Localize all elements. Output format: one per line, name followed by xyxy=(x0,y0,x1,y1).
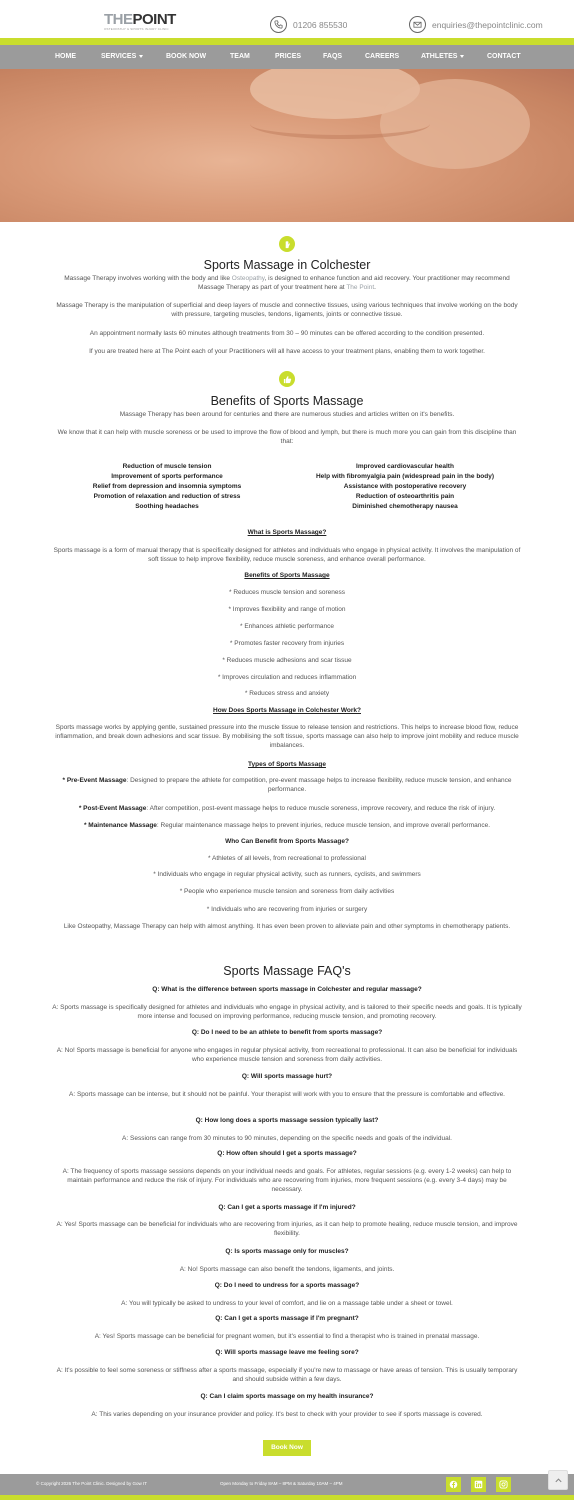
list-item: * Reduces muscle adhesions and scar tissue xyxy=(222,657,352,664)
nav-faqs[interactable] xyxy=(323,45,342,69)
faq-question: Q: Is sports massage only for muscles? xyxy=(225,1248,349,1255)
osteopathy-link[interactable]: Osteopathy xyxy=(231,275,265,282)
phone-icon xyxy=(270,16,287,33)
faq-answer: A: Sessions can range from 30 minutes to 90 minutes, depending on the specific needs and goals of the individual. xyxy=(122,1135,452,1142)
facebook-icon[interactable] xyxy=(446,1477,461,1492)
type-pre-event: * Pre-Event Massage: Designed to prepare the athlete for competition, pre-event massage helps to increase flexibility, reduce muscle tension, and enhance performance. xyxy=(62,777,512,793)
list-item: Reduction of muscle tension xyxy=(122,463,212,470)
linkedin-icon[interactable] xyxy=(471,1477,486,1492)
intro-paragraph-1: Massage Therapy involves working with the body and like Osteopathy, is designed to enhance function and aid recovery. Your practitioner may recommend Massage Therapy as part of your treatment here at The Point. xyxy=(64,275,510,291)
faq-answer: A: Sports massage can be intense, but it should not be painful. Your therapist will work with you to ensure that the pressure is comfortable and effective. xyxy=(69,1091,505,1098)
list-item: * Improves circulation and reduces inflammation xyxy=(217,674,357,681)
instagram-icon[interactable] xyxy=(496,1477,511,1492)
main-nav xyxy=(0,45,574,69)
email-contact[interactable] xyxy=(409,16,543,33)
list-item: Soothing headaches xyxy=(135,503,199,510)
what-text: Sports massage is a form of manual therapy that is specifically designed for athletes and individuals who engage in physical activity. It involves the manipulation of soft tissue to help improve flexibility, reduce muscle soreness, and enhance overall performance. xyxy=(53,547,521,563)
faq-answer: A: It's possible to feel some soreness or stiffness after a sports massage, especially if you're new to massage or have areas of tension. This is usually temporary and should subside within a few days. xyxy=(56,1367,518,1383)
list-item: Help with fibromyalgia pain (widespread pain in the body) xyxy=(315,473,495,480)
benefit-list-heading: Benefits of Sports Massage xyxy=(244,572,330,579)
nav-faqs-label: FAQS xyxy=(323,53,343,60)
nav-prices[interactable] xyxy=(275,45,301,69)
nav-home-label: HOME xyxy=(55,53,76,60)
nav-services-label: SERVICES xyxy=(101,53,137,60)
benefits-left-column xyxy=(67,462,267,512)
intro-paragraph-2: Massage Therapy is the manipulation of superficial and deep layers of muscle and connective tissues, using various techniques that involve working on the body with pressure, targeting muscles, tendons, ligaments, joints or connective tissue. xyxy=(56,302,518,318)
footer xyxy=(0,1474,574,1495)
faq-answer: A: Sports massage is specifically designed for athletes and individuals who engage in physical activity, and is tailored to their specific needs and goals. It is typically more intense and focused on improving performance, reducing muscle tension, and promoting recovery. xyxy=(52,1004,522,1020)
nav-prices-label: PRICES xyxy=(275,53,302,60)
intro-paragraph-4: If you are treated here at The Point each of your Practitioners will all have access to your treatment plans, enabling them to work together. xyxy=(89,348,485,355)
nav-book-now-label: BOOK NOW xyxy=(166,53,207,60)
benefits-paragraph-1: Massage Therapy has been around for centuries and there are numerous studies and articles written on it's benefits. xyxy=(119,411,455,418)
who-closing: Like Osteopathy, Massage Therapy can help with almost anything. It has even been proven to alleviate pain and other symptoms in chemotherapy patients. xyxy=(63,923,511,930)
faq-question: Q: Do I need to be an athlete to benefit from sports massage? xyxy=(191,1029,383,1036)
faq-title: Sports Massage FAQ's xyxy=(223,964,351,978)
how-heading: How Does Sports Massage in Colchester Work? xyxy=(213,707,361,714)
phone-number: 01206 855530 xyxy=(293,19,348,30)
faq-answer: A: This varies depending on your insurance provider and policy. It's best to check with your provider to see if sports massage is covered. xyxy=(91,1411,483,1418)
hand-icon xyxy=(279,236,295,252)
nav-team-label: TEAM xyxy=(230,53,250,60)
faq-answer: A: Yes! Sports massage can be beneficial for individuals who are recovering from injuries, as it can help to promote healing, reduce muscle tension, and improve flexibility. xyxy=(56,1221,518,1237)
copyright-text: © Copyright 2026 The Point Clinic. Designed by Gow IT xyxy=(36,1481,148,1486)
faq-answer: A: You will typically be asked to undress to your level of comfort, and lie on a massage table under a sheet or towel. xyxy=(121,1300,453,1307)
benefits-right-column xyxy=(300,462,510,512)
email-address: enquiries@thepointclinic.com xyxy=(432,19,543,30)
faq-question: Q: Can I get a sports massage if I'm injured? xyxy=(218,1204,356,1211)
nav-home[interactable] xyxy=(55,45,76,69)
accent-bar xyxy=(0,38,574,45)
nav-team[interactable] xyxy=(230,45,250,69)
logo-the: THE xyxy=(104,11,133,28)
faq-question: Q: What is the difference between sports massage in Colchester and regular massage? xyxy=(152,986,422,993)
book-now-button[interactable]: Book Now xyxy=(263,1440,311,1456)
list-item: Assistance with postoperative recovery xyxy=(343,483,467,490)
list-item: * Improves flexibility and range of motion xyxy=(228,606,346,613)
nav-contact[interactable] xyxy=(487,45,521,69)
what-heading: What is Sports Massage? xyxy=(247,529,327,536)
faq-question: Q: Can I claim sports massage on my health insurance? xyxy=(200,1393,374,1400)
logo[interactable] xyxy=(104,11,176,34)
list-item: Relief from depression and insomnia symptoms xyxy=(92,483,242,490)
nav-athletes-label: ATHLETES xyxy=(421,53,458,60)
list-item: * People who experience muscle tension and soreness from daily activities xyxy=(179,888,395,895)
faq-question: Q: How often should I get a sports massage? xyxy=(217,1150,357,1157)
logo-point: POINT xyxy=(132,11,176,28)
hero-image xyxy=(0,69,574,222)
nav-careers[interactable] xyxy=(365,45,399,69)
faq-answer: A: No! Sports massage can also benefit the tendons, ligaments, and joints. xyxy=(179,1266,395,1273)
nav-careers-label: CAREERS xyxy=(365,53,400,60)
nav-contact-label: CONTACT xyxy=(487,53,521,60)
chevron-down-icon xyxy=(460,55,464,58)
benefits-title: Benefits of Sports Massage xyxy=(210,394,364,408)
faq-question: Q: Will sports massage hurt? xyxy=(241,1073,333,1080)
list-item: * Reduces stress and anxiety xyxy=(244,690,330,697)
list-item: Diminished chemotherapy nausea xyxy=(352,503,458,510)
intro-title: Sports Massage in Colchester xyxy=(203,258,371,272)
benefits-paragraph-2: We know that it can help with muscle soreness or be used to improve the flow of blood and lymph, but there is much more you can gain from this discipline than that: xyxy=(57,429,517,445)
faq-answer: A: The frequency of sports massage sessions depends on your individual needs and goals. For athletes, regular sessions (e.g. every 1-2 weeks) can help to maintain performance and reduce the risk of injury. For individuals who are recovering from injuries, more frequent sessions (e.g. every 3-4 days) may be necessary. xyxy=(62,1168,512,1193)
list-item: * Individuals who are recovering from injuries or surgery xyxy=(206,906,368,913)
phone-contact[interactable] xyxy=(270,16,347,33)
type-post-event: * Post-Event Massage: After competition, post-event massage helps to reduce muscle soreness, improve recovery, and reduce the risk of injury. xyxy=(78,805,496,812)
who-heading: Who Can Benefit from Sports Massage? xyxy=(225,838,349,845)
footer-accent-bar xyxy=(0,1495,574,1500)
logo-subtitle: OSTEOPATHY & SPORTS INJURY CLINIC xyxy=(104,27,169,31)
list-item: Reduction of osteoarthritis pain xyxy=(355,493,455,500)
types-heading: Types of Sports Massage xyxy=(248,761,326,768)
faq-answer: A: Yes! Sports massage can be beneficial for pregnant women, but it's essential to find a therapist who is trained in prenatal massage. xyxy=(94,1333,480,1340)
the-point-link[interactable]: The Point xyxy=(346,284,375,291)
list-item: Promotion of relaxation and reduction of stress xyxy=(93,493,241,500)
thumbs-up-icon xyxy=(279,371,295,387)
list-item: * Reduces muscle tension and soreness xyxy=(229,589,345,596)
list-item: * Enhances athletic performance xyxy=(240,623,334,630)
chevron-up-icon xyxy=(554,1476,563,1485)
faq-question: Q: Will sports massage leave me feeling sore? xyxy=(215,1349,359,1356)
nav-athletes[interactable] xyxy=(421,45,464,69)
faq-question: Q: Can I get a sports massage if I'm pregnant? xyxy=(215,1315,359,1322)
chevron-down-icon xyxy=(139,55,143,58)
list-item: * Athletes of all levels, from recreational to professional xyxy=(208,855,366,862)
how-text: Sports massage works by applying gentle, sustained pressure into the muscle tissue to release tension and restrictions. This helps to increase blood flow, reduce inflammation, and break down adhesions and scar tissue. By mobilising the soft tissue, sports massage can also help to improve joint mobility and reduce muscle imbalances. xyxy=(55,724,519,749)
faq-answer: A: No! Sports massage is beneficial for anyone who engages in regular physical activity, from recreational to professional. It can also be beneficial for individuals who experience muscle tension and soreness from daily activities. xyxy=(56,1047,518,1063)
top-bar xyxy=(0,0,574,38)
mail-icon xyxy=(409,16,426,33)
opening-hours: Open Monday to Friday 8AM – 8PM & Saturday 10AM – 4PM xyxy=(220,1481,343,1486)
list-item: * Promotes faster recovery from injuries xyxy=(229,640,345,647)
type-maintenance: * Maintenance Massage: Regular maintenance massage helps to prevent injuries, reduce muscle tension, and improve overall performance. xyxy=(83,822,491,829)
faq-question: Q: How long does a sports massage session typically last? xyxy=(195,1117,379,1124)
scroll-to-top-button[interactable] xyxy=(548,1470,568,1490)
faq-question: Q: Do I need to undress for a sports massage? xyxy=(214,1282,360,1289)
intro-paragraph-3: An appointment normally lasts 60 minutes although treatments from 30 – 90 minutes can be offered according to the condition presented. xyxy=(89,330,485,337)
nav-services[interactable] xyxy=(101,45,143,69)
nav-book-now[interactable] xyxy=(166,45,206,69)
list-item: Improved cardiovascular health xyxy=(356,463,454,470)
list-item: * Individuals who engage in regular physical activity, such as runners, cyclists, and swimmers xyxy=(153,871,421,878)
list-item: Improvement of sports performance xyxy=(111,473,223,480)
